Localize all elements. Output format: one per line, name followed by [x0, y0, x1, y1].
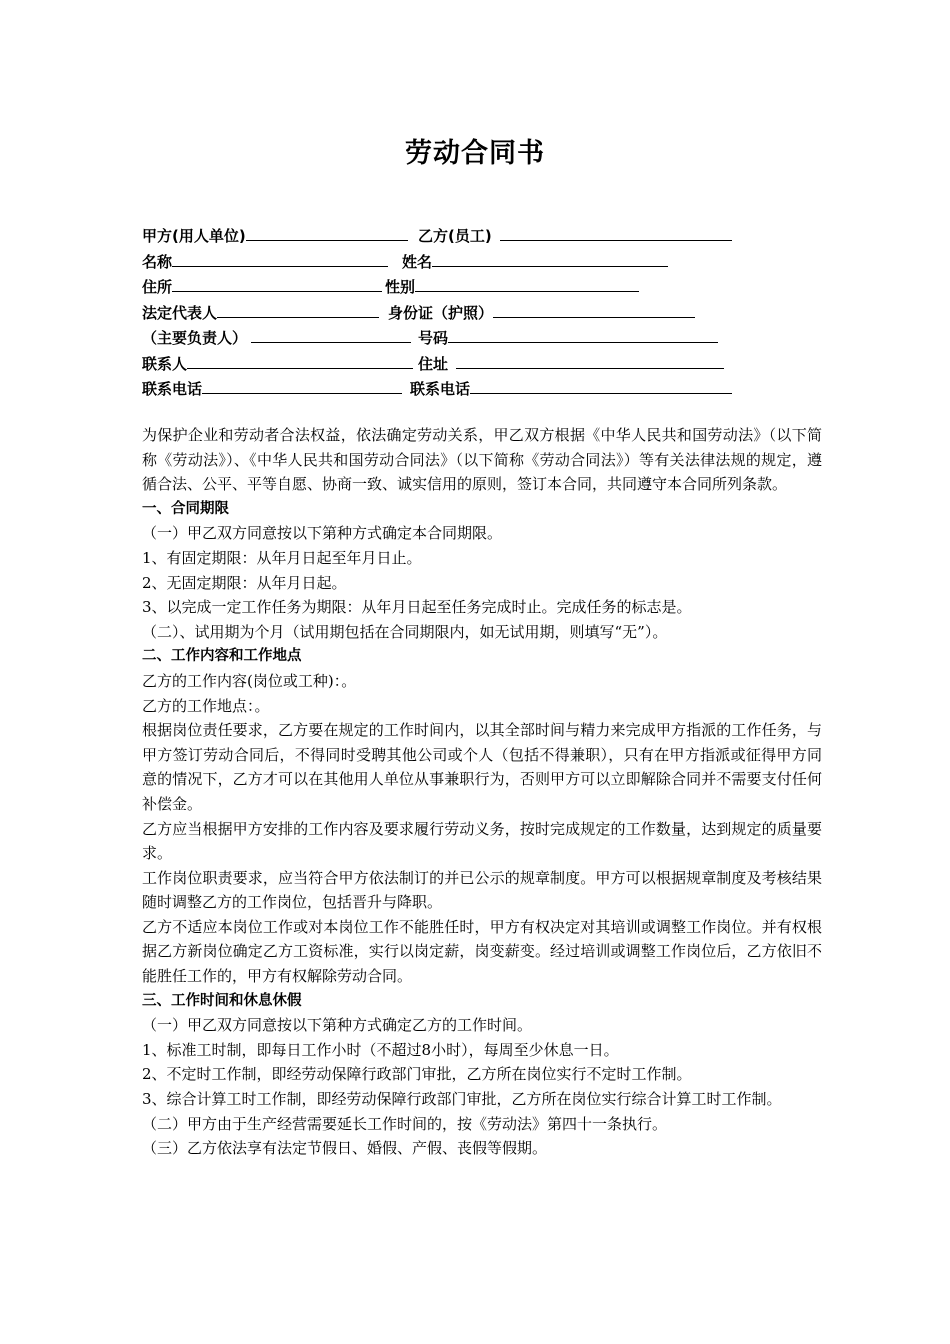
- contract-paragraph: 乙方的工作内容(岗位或工种)：。: [142, 671, 357, 690]
- field-label: 姓名: [402, 252, 433, 271]
- field-contact: [142, 350, 413, 378]
- section-heading: 二、工作内容和工作地点: [142, 648, 302, 665]
- contract-paragraph: （一）甲乙双方同意按以下第种方式确定本合同期限。: [142, 524, 503, 543]
- fill-line: [415, 273, 639, 292]
- contract-paragraph: 2、不定时工作制，即经劳动保障行政部门审批，乙方所在岗位实行不定时工作制。: [142, 1065, 692, 1084]
- field-label: 身份证（护照）: [388, 303, 494, 322]
- field-label: 性别: [385, 278, 416, 296]
- field-party-b: [418, 222, 732, 250]
- document-title: 劳动合同书: [405, 138, 545, 169]
- fill-line: [202, 375, 402, 394]
- fill-line: [456, 350, 724, 369]
- fill-line: [246, 222, 408, 241]
- field-row: [142, 273, 842, 299]
- section-heading: 三、工作时间和休息休假: [142, 992, 302, 1009]
- contract-paragraph: 3、综合计算工时工作制，即经劳动保障行政部门审批，乙方所在岗位实行综合计算工时工作制。: [142, 1090, 782, 1109]
- field-label: 乙方(员工): [418, 227, 492, 245]
- contract-paragraph: （二）、试用期为个月（试用期包括在合同期限内，如无试用期，则填写“无”）。: [142, 622, 668, 641]
- contract-paragraph: 乙方应当根据甲方安排的工作内容及要求履行劳动义务，按时完成规定的工作数量，达到规定的质量要求。: [142, 819, 822, 863]
- field-phone-b: [410, 375, 732, 403]
- field-row: [142, 222, 842, 248]
- field-label: 名称: [142, 252, 173, 271]
- contract-paragraph: 为保护企业和劳动者合法权益，依法确定劳动关系，甲乙双方根据《中华人民共和国劳动法》（以下简称《劳动法》）、《中华人民共和国劳动合同法》（以下简称《劳动合同法》）等有关法律法规的规定，遵循合法、公平、平等自愿、协商一致、诚实信用的原则，签订本合同，共同遵守本合同所列条款。: [142, 426, 822, 494]
- field-label: 联系电话: [142, 380, 203, 398]
- field-label: 联系人: [142, 354, 188, 373]
- field-label: 号码: [418, 329, 449, 347]
- field-name: [142, 248, 388, 276]
- field-phone-a: [142, 375, 402, 403]
- contract-paragraph: （二）甲方由于生产经营需要延长工作时间的，按《劳动法》第四十一条执行。: [142, 1114, 668, 1133]
- party-info-fields: [142, 222, 842, 401]
- contract-paragraph: 1、有固定期限：从年月日起至年月日止。: [142, 548, 422, 567]
- contract-paragraph: （三）乙方依法享有法定节假日、婚假、产假、丧假等假期。: [142, 1139, 548, 1158]
- section-heading: 一、合同期限: [142, 500, 229, 517]
- field-row: [142, 324, 842, 350]
- fill-line: [493, 299, 695, 318]
- contract-paragraph: （一）甲乙双方同意按以下第种方式确定乙方的工作时间。: [142, 1016, 533, 1035]
- fill-line: [172, 248, 388, 267]
- field-label: 住所: [142, 278, 173, 296]
- fill-line: [172, 273, 382, 292]
- field-label: 甲方(用人单位): [142, 227, 246, 245]
- fill-line: [470, 375, 732, 394]
- contract-paragraph: 2、无固定期限：从年月日起。: [142, 573, 347, 592]
- field-principal: [142, 324, 411, 352]
- contract-paragraph: 3、以完成一定工作任务为期限：从年月日起至任务完成时止。完成任务的标志是。: [142, 598, 692, 617]
- contract-paragraph: 工作岗位职责要求，应当符合甲方依法制订的并已公示的规章制度。甲方可以根据规章制度及考核结果随时调整乙方的工作岗位，包括晋升与降职。: [142, 868, 822, 912]
- fill-line: [448, 324, 718, 343]
- field-id-number: [418, 324, 718, 352]
- field-id-card: [388, 299, 695, 327]
- field-party-a: [142, 222, 408, 250]
- contract-body: [142, 423, 822, 1161]
- field-label: 住址: [418, 354, 449, 373]
- field-row: [142, 299, 842, 325]
- field-address: [142, 273, 382, 301]
- field-residence: [418, 350, 724, 378]
- field-legal-rep: [142, 299, 379, 327]
- field-label: 联系电话: [410, 380, 471, 398]
- fill-line: [217, 299, 379, 318]
- contract-paragraph: 根据岗位责任要求，乙方要在规定的工作时间内，以其全部时间与精力来完成甲方指派的工作任务，与甲方签订劳动合同后，不得同时受聘其他公司或个人（包括不得兼职），只有在甲方指派或征得甲方同意的情况下，乙方才可以在其他用人单位从事兼职行为，否则甲方可以立即解除合同并不需要支付任何补偿金。: [142, 721, 822, 813]
- fill-line: [500, 222, 732, 241]
- field-label: （主要负责人）: [142, 329, 248, 347]
- fill-line: [187, 350, 413, 369]
- field-gender: [385, 273, 639, 301]
- fill-line: [432, 248, 668, 267]
- field-person-name: [402, 248, 668, 276]
- field-row: [142, 375, 842, 401]
- contract-paragraph: 乙方不适应本岗位工作或对本岗位工作不能胜任时，甲方有权决定对其培训或调整工作岗位。并有权根据乙方新岗位确定乙方工资标准，实行以岗定薪，岗变薪变。经过培训或调整工作岗位后，乙方依旧不能胜任工作的，甲方有权解除劳动合同。: [142, 917, 822, 986]
- contract-paragraph: 乙方的工作地点：。: [142, 696, 270, 715]
- field-label: 法定代表人: [142, 303, 218, 322]
- field-row: [142, 248, 842, 274]
- fill-line: [251, 324, 411, 343]
- field-row: [142, 350, 842, 376]
- contract-paragraph: 1、标准工时制，即每日工作小时（不超过8小时），每周至少休息一日。: [142, 1040, 619, 1059]
